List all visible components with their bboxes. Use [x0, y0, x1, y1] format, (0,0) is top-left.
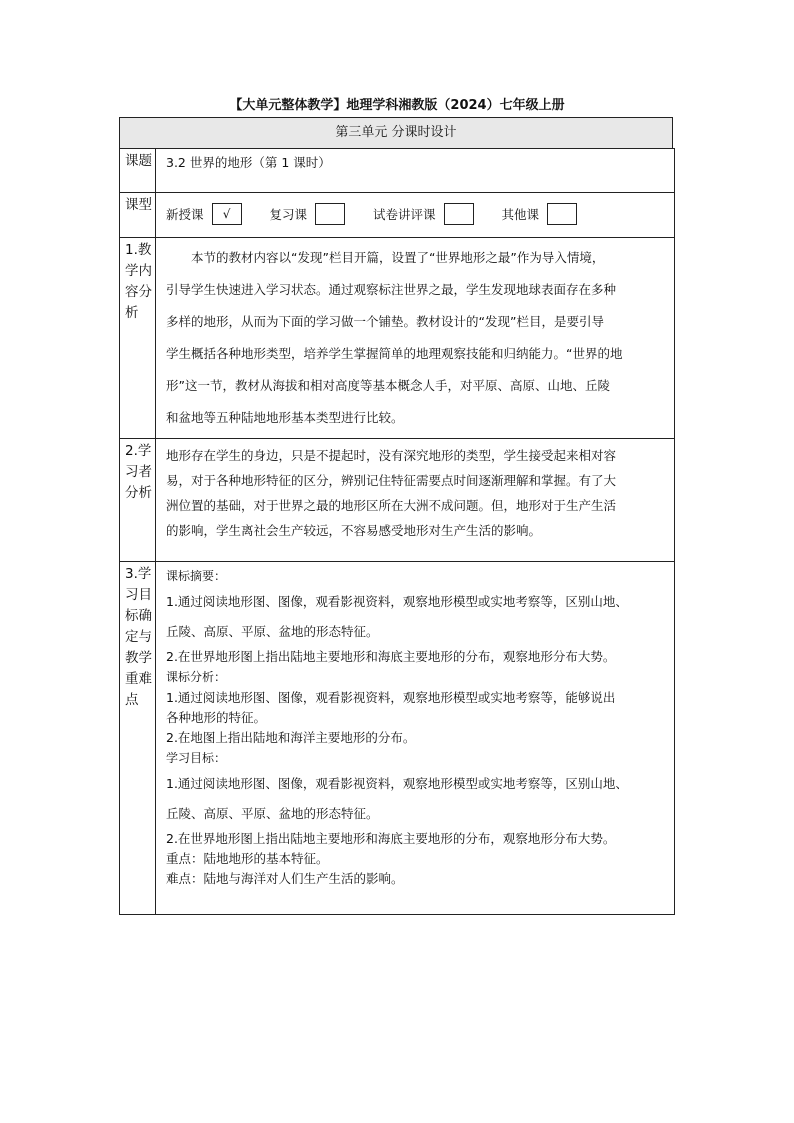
- lesson-type-options: [166, 197, 666, 231]
- lesson-type-label-cell: [120, 193, 156, 238]
- key-point: 重点：陆地地形的基本特征。: [166, 851, 329, 866]
- analysis-item-1b: 各种地形的特征。: [166, 710, 267, 725]
- type-option-other-checkbox[interactable]: [547, 203, 577, 225]
- content-analysis-label: 1.教学内容分析: [125, 242, 152, 321]
- learner-analysis-label: 2.学习者分析: [125, 443, 152, 501]
- goals-item-1a: 1.通过阅读地形图、图像，观看影视资料，观察地形模型或实地考察等，区别山地、: [166, 776, 628, 791]
- lesson-plan-table: [119, 148, 675, 915]
- goals-item-2: 2.在世界地形图上指出陆地主要地形和海底主要地形的分布，观察地形分布大势。: [166, 831, 616, 846]
- content-analysis-label-cell: [120, 238, 156, 439]
- standard-item-1a: 1.通过阅读地形图、图像，观看影视资料，观察地形模型或实地考察等，区别山地、: [166, 594, 628, 609]
- analysis-title: 课标分析：: [166, 670, 227, 684]
- objectives-cell: [156, 562, 675, 915]
- content-analysis-row: [120, 238, 675, 439]
- lesson-type-label: 课型: [125, 197, 152, 213]
- learner-analysis-label-cell: [120, 439, 156, 562]
- type-option-new-checkbox[interactable]: √: [212, 203, 242, 225]
- type-option-other-label: 其他课: [501, 207, 540, 222]
- lesson-label: 课题: [125, 153, 152, 169]
- type-option-review-checkbox[interactable]: [315, 203, 345, 225]
- lesson-type-cell: [156, 193, 675, 238]
- difficult-point: 难点：陆地与海洋对人们生产生活的影响。: [166, 871, 404, 886]
- unit-title-bar: 第三单元 分课时设计: [119, 117, 673, 148]
- lesson-type-row: [120, 193, 675, 238]
- content-analysis-line: 和盆地等五种陆地地形基本类型进行比较。: [166, 410, 404, 425]
- content-analysis-line: 学生概括各种地形类型，培养学生掌握简单的地理观察技能和归纳能力。“世界的地: [166, 346, 623, 361]
- objectives-label-cell: [120, 562, 156, 915]
- content-analysis-line: 本节的教材内容以“发现”栏目开篇，设置了“世界地形之最”作为导入情境，: [191, 250, 605, 265]
- standard-title: 课标摘要：: [166, 569, 227, 583]
- type-option-review-label: 复习课: [269, 207, 308, 222]
- standard-item-2: 2.在世界地形图上指出陆地主要地形和海底主要地形的分布，观察地形分布大势。: [166, 649, 616, 664]
- learner-analysis-row: [120, 439, 675, 562]
- objectives-label: 3.学习目标确定与教学重难点: [125, 566, 152, 708]
- content-analysis-cell: [156, 238, 675, 439]
- learner-analysis-line: 易，对于各种地形特征的区分，辨别记住特征需要点时间逐渐理解和掌握。有了大: [166, 473, 617, 488]
- objectives-row: [120, 562, 675, 915]
- content-analysis-line: 引导学生快速进入学习状态。通过观察标注世界之最，学生发现地球表面存在多种: [166, 282, 617, 297]
- learner-analysis-line: 的影响，学生离社会生产较远，不容易感受地形对生产生活的影响。: [166, 523, 542, 538]
- analysis-item-2: 2.在地图上指出陆地和海洋主要地形的分布。: [166, 730, 416, 745]
- content-analysis-line: 形”这一节，教材从海拔和相对高度等基本概念人手，对平原、高原、山地、丘陵: [166, 378, 610, 393]
- goals-title: 学习目标：: [166, 751, 227, 765]
- type-option-exam-label: 试卷讲评课: [373, 207, 436, 222]
- lesson-name-cell: [156, 149, 675, 193]
- document-title: 【大单元整体教学】地理学科湘教版（2024）七年级上册: [229, 98, 565, 113]
- analysis-item-1a: 1.通过阅读地形图、图像，观看影视资料，观察地形模型或实地考察等，能够说出: [166, 690, 616, 705]
- lesson-name: 3.2 世界的地形（第 1 课时）: [166, 155, 331, 170]
- lesson-label-cell: [120, 149, 156, 193]
- lesson-row: [120, 149, 675, 193]
- type-option-exam-checkbox[interactable]: [444, 203, 474, 225]
- learner-analysis-cell: [156, 439, 675, 562]
- type-option-new-label: 新授课: [166, 207, 204, 222]
- learner-analysis-line: 洲位置的基础，对于世界之最的地形区所在大洲不成问题。但，地形对于生产生活: [166, 498, 617, 513]
- content-analysis-line: 多样的地形，从而为下面的学习做一个铺垫。教材设计的“发现”栏目，是要引导: [166, 314, 604, 329]
- learner-analysis-line: 地形存在学生的身边，只是不提起时，没有深究地形的类型，学生接受起来相对容: [166, 448, 617, 463]
- standard-item-1b: 丘陵、高原、平原、盆地的形态特征。: [166, 624, 379, 639]
- goals-item-1b: 丘陵、高原、平原、盆地的形态特征。: [166, 806, 379, 821]
